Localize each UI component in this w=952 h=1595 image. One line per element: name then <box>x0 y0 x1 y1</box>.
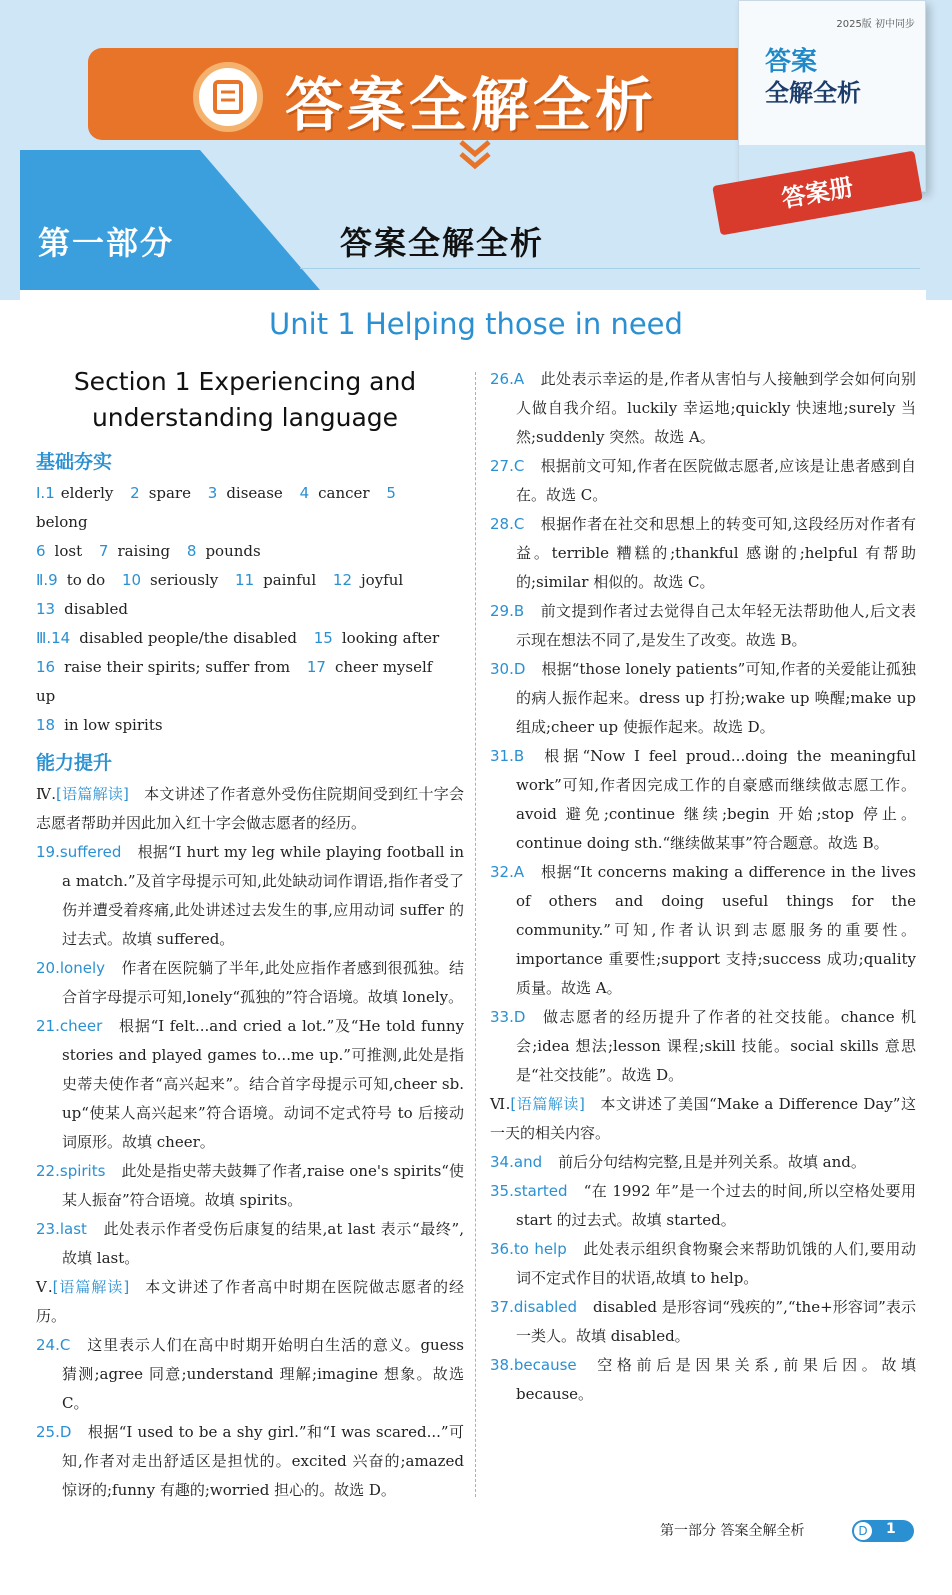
answer-item: 4 cancer <box>299 484 370 502</box>
explanation-item: 35.started “在 1992 年”是一个过去的时间,所以空格处要用 start 的过去式。故填 started。 <box>490 1182 916 1229</box>
answer-item: 6 lost <box>36 542 83 560</box>
explanation-item: 38.because 空格前后是因果关系,前果后因。故填 because。 <box>490 1356 916 1403</box>
answer-row <box>36 479 464 537</box>
answer-item: 5 belong <box>36 484 396 531</box>
heading-basic: 基础夯实 <box>36 451 113 473</box>
footer-text: 第一部分 答案全解全析 <box>660 1523 805 1539</box>
section-title: Section 1 Experiencing and understanding language <box>73 367 417 432</box>
answer-row <box>36 595 464 624</box>
page-letter: D <box>854 1522 872 1540</box>
answer-row <box>36 624 464 653</box>
explanation-item: 23.last 此处表示作者受伤后康复的结果,at last 表示“最终”,故填 last。 <box>36 1220 464 1267</box>
unit-title: Unit 1 Helping those in need <box>269 307 683 341</box>
heading-advanced: 能力提升 <box>36 752 113 774</box>
answer-item: 11 painful <box>235 571 317 589</box>
answer-item: 8 pounds <box>186 542 261 560</box>
answer-item: Ⅲ.14 disabled people/the disabled <box>36 629 297 647</box>
answer-item: 2 spare <box>130 484 191 502</box>
page-number: 1 <box>886 1521 896 1537</box>
answer-item: Ⅰ.1 elderly <box>36 484 114 502</box>
page-number-badge <box>852 1520 914 1542</box>
answer-row <box>36 537 464 566</box>
explanation-item: 30.D 根据“those lonely patients”可知,作者的关爱能让孤独的病人振作起来。dress up 打扮;wake up 唤醒;make up 组成;cheer up 使振作起来。故选 D。 <box>490 660 916 736</box>
explanation-item: 33.D 做志愿者的经历提升了作者的社交技能。chance 机会;idea 想法;lesson 课程;skill 技能。social skills 意思是“社交技能”。故选 D。 <box>490 1008 916 1084</box>
explanation-item: 24.C 这里表示人们在高中时期开始明白生活的意义。guess 猜测;agree 同意;understand 理解;imagine 想象。故选 C。 <box>36 1336 464 1412</box>
answer-item: Ⅱ.9 to do <box>36 571 106 589</box>
book-title-1: 答案 <box>765 47 818 77</box>
passage-intro: Ⅳ.[语篇解读] 本文讲述了作者意外受伤住院期间受到红十字会志愿者帮助并因此加入红十字会做志愿者的经历。 <box>36 785 464 832</box>
book-title-2: 全解全析 <box>765 79 861 107</box>
answer-item: 15 looking after <box>313 629 440 647</box>
explanation-item: 26.A 此处表示幸运的是,作者从害怕与人接触到学会如何向别人做自我介绍。luckily 幸运地;quickly 快速地;surely 当然;suddenly 突然。故选 A。 <box>490 370 916 446</box>
answer-row <box>36 566 464 595</box>
right-column <box>490 365 916 1409</box>
banner-title: 答案全解全析 <box>285 71 658 139</box>
answer-item: 7 raising <box>98 542 171 560</box>
explanation-item: 20.lonely 作者在医院躺了半年,此处应指作者感到很孤独。结合首字母提示可知,lonely“孤独的”符合语境。故填 lonely。 <box>36 959 464 1006</box>
answer-row <box>36 653 464 711</box>
answer-item: 18 in low spirits <box>36 716 163 734</box>
answer-item: 13 disabled <box>36 600 129 618</box>
book-icon <box>193 62 263 132</box>
answer-item: 12 joyful <box>332 571 404 589</box>
explanation-item: 27.C 根据前文可知,作者在医院做志愿者,应该是让患者感到自在。故选 C。 <box>490 457 916 504</box>
explanation-item: 19.suffered 根据“I hurt my leg while playing football in a match.”及首字母提示可知,此处缺动词作谓语,指作者受了伤并遭受着疼痛,此处讲述过去发生的事,应用动词 suffer 的过去式。故填 suffered。 <box>36 843 464 948</box>
answer-item: 16 raise their spirits; suffer from <box>36 658 291 676</box>
explanation-item: 25.D 根据“I used to be a shy girl.”和“I was scared...”可知,作者对走出舒适区是担忧的。excited 兴奋的;amazed 惊讶的;funny 有趣的;worried 担心的。故选 D。 <box>36 1423 464 1499</box>
explanation-item: 29.B 前文提到作者过去觉得自己太年轻无法帮助他人,后文表示现在想法不同了,是发生了改变。故选 B。 <box>490 602 916 649</box>
answer-row <box>36 711 464 740</box>
header-title: 答案全解全析 <box>340 224 545 262</box>
chevron-down-icon <box>455 138 495 172</box>
header-rule <box>300 268 920 269</box>
left-column <box>36 445 464 1505</box>
explanation-item: 37.disabled disabled 是形容词“残疾的”,“the+形容词”表示一类人。故填 disabled。 <box>490 1298 916 1345</box>
ribbon-label: 答案册 <box>779 172 856 214</box>
answer-item: 10 seriously <box>121 571 219 589</box>
explanation-item: 34.and 前后分句结构完整,且是并列关系。故填 and。 <box>490 1153 866 1171</box>
explanation-item: 31.B 根据“Now I feel proud...doing the meaningful work”可知,作者因完成工作的自豪感而继续做志愿工作。avoid 避免;continue 继续;begin 开始;stop 停止。continue doing sth.“继续做某事”符合题意。故选 B。 <box>490 747 916 852</box>
part-title: 第一部分 <box>38 224 175 262</box>
passage-intro: Ⅵ.[语篇解读] 本文讲述了美国“Make a Difference Day”这一天的相关内容。 <box>490 1095 916 1142</box>
book-year: 2025版 初中同步 <box>836 19 915 30</box>
explanation-item: 28.C 根据作者在社交和思想上的转变可知,这段经历对作者有益。terrible 糟糕的;thankful 感谢的;helpful 有帮助的;similar 相似的。故选 C。 <box>490 515 916 591</box>
answer-item: 17 cheer myself up <box>36 658 433 705</box>
column-divider <box>475 372 476 1497</box>
answer-item: 3 disease <box>207 484 283 502</box>
explanation-item: 32.A 根据“It concerns making a difference in the lives of others and doing useful things for the community.”可知,作者认识到志愿服务的重要性。importance 重要性;support 支持;success 成功;quality 质量。故选 A。 <box>490 863 916 997</box>
explanation-item: 22.spirits 此处是指史蒂夫鼓舞了作者,raise one's spirits“使某人振奋”符合语境。故填 spirits。 <box>36 1162 464 1209</box>
explanation-item: 36.to help 此处表示组织食物聚会来帮助饥饿的人们,要用动词不定式作目的状语,故填 to help。 <box>490 1240 916 1287</box>
explanation-item: 21.cheer 根据“I felt...and cried a lot.”及“He told funny stories and played games to...me up.”可推测,此处是指史蒂夫使作者“高兴起来”。结合首字母提示可知,cheer sb. up“使某人高兴起来”符合语境。动词不定式符号 to 后接动词原形。故填 cheer。 <box>36 1017 464 1151</box>
passage-intro: Ⅴ.[语篇解读] 本文讲述了作者高中时期在医院做志愿者的经历。 <box>36 1278 464 1325</box>
